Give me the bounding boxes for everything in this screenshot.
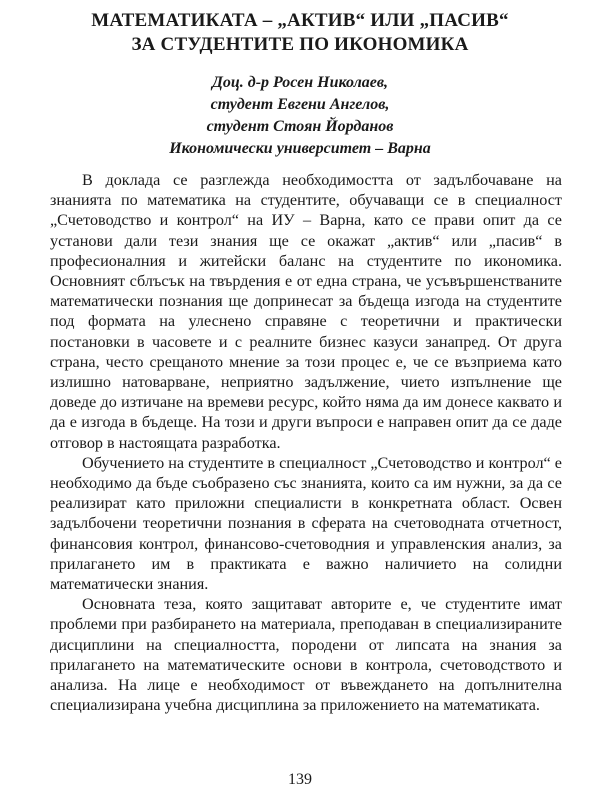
author-1: Доц. д-р Росен Николаев, — [211, 74, 389, 91]
author-block — [40, 72, 560, 160]
paragraph-1: В доклада се разглежда необходимостта от задълбочаване на знанията по математика на студентите, обучаващи се в специалност „Счетоводство и контрол“ на ИУ – Варна, като се прави опит да се установи дали тези знания ще се окажат „актив“ или „пасив“ в професионалния и житейски баланс на студентите по икономика. Основният сблъсък на твърдения е от една страна, че усъвършенстваните математически познания ще допринесат за бъдеща изгода на студентите под формата на улеснено справяне с теоретични и практически постановки в часовете и с реалните бизнес казуси занапред. От друга страна, често срещаното мнение за този процес е, че се възприема като излишно натоварване, неприятно задължение, чието изпълнение ще доведе до изтичане на времеви ресурс, който няма да им донесе каквато и да е изгода в бъдеще. На този и други въпроси е направен опит да се даде отговор в настоящата разработка. — [50, 171, 562, 452]
paper-body — [50, 170, 562, 715]
paragraph-2: Обучението на студентите в специалност „Счетоводство и контрол“ е необходимо да бъде съобразено със знанията, които са им нужни, за да се реализират като приложни специалисти в конкретната област. Освен задълбочени теоретични познания в сферата на счетоводната отчетност, финансовия контрол, финансово-счетоводния и управленския анализ, за прилагането им в практиката е важно наличието на солидни математически знания. — [50, 453, 562, 594]
paper-title-line-2: ЗА СТУДЕНТИТЕ ПО ИКОНОМИКА — [131, 34, 469, 55]
affiliation: Икономически университет – Варна — [169, 140, 431, 157]
author-3: студент Стоян Йорданов — [206, 118, 394, 135]
paper-title-line-1: МАТЕМАТИКАТА – „АКТИВ“ ИЛИ „ПАСИВ“ — [91, 10, 509, 31]
author-2: студент Евгени Ангелов, — [210, 96, 390, 113]
paragraph-3: Основната теза, която защитават авторите е, че студентите имат проблеми при разбирането на материала, преподаван в специализираните дисциплини на специалността, породени от липсата на знания за прилагането на математическите основи в контрола, счетоводството и анализа. На лице е необходимост от въвеждането на допълнителна специализирана учебна дисциплина за приложението на математиката. — [50, 595, 562, 715]
page-number: 139 — [288, 771, 312, 788]
